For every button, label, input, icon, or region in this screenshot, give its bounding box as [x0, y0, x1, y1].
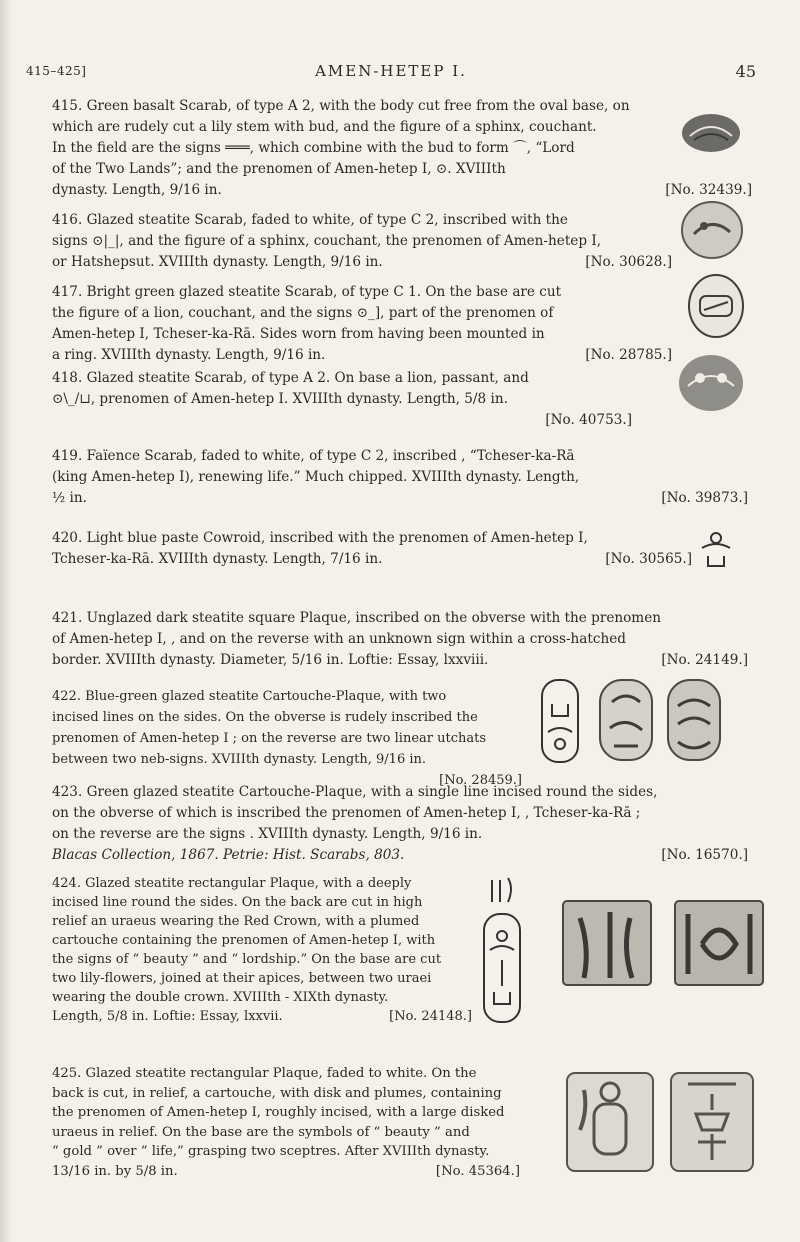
- plaque-photo-425-base: [668, 1070, 756, 1174]
- entry-line: 425. Glazed steatite rectangular Plaque, faded to white. On the: [52, 1066, 477, 1081]
- scarab-drawing-418: [676, 352, 746, 414]
- page-binding-edge: [0, 0, 12, 1242]
- entry-line: uraeus in relief. On the base are the symbols of “ beauty ” and: [52, 1124, 470, 1140]
- entry-line: of the Two Lands”; and the prenomen of Amen-hetep I, ⊙. XVIIIth: [52, 161, 506, 177]
- scarab-drawing-415: [680, 112, 742, 154]
- entry-line: prenomen of Amen-hetep I ; on the reverse are two linear utchats: [52, 731, 487, 746]
- entry-line: back is cut, in relief, a cartouche, with disk and plumes, containing: [52, 1085, 502, 1101]
- header-entry-range: 415–425]: [26, 64, 87, 78]
- scarab-drawing-417: [686, 272, 746, 340]
- entry-line: between two neb-signs. XVIIIth dynasty. Length, 9/16 in.: [52, 752, 427, 767]
- entry-line: 417. Bright green glazed steatite Scarab, of type C 1. On the base are cut: [52, 284, 562, 300]
- entry-line: dynasty. Length, 9/16 in. [No. 32439.]: [52, 180, 752, 201]
- entry-line: wearing the double crown. XVIIIth - XIXth dynasty.: [52, 990, 389, 1005]
- entry-line: on the obverse of which is inscribed the prenomen of Amen-hetep I, , Tcheser-ka-Rā ;: [52, 805, 641, 821]
- catalogue-number: [No. 45364.]: [435, 1163, 520, 1179]
- entry-416: [52, 210, 672, 273]
- cartouche-drawing-422: [538, 676, 582, 766]
- entry-line: or Hatshepsut. XVIIIth dynasty. Length, 9/16 in. [No. 30628.]: [52, 252, 672, 273]
- cartouche-glyph-420: [696, 530, 736, 572]
- entry-line: the figure of a lion, couchant, and the signs ⊙_], part of the prenomen of: [52, 305, 554, 321]
- plaque-photo-422-reverse: [664, 676, 724, 764]
- entry-419: [52, 446, 748, 509]
- entry-line: Blacas Collection, 1867. Petrie: Hist. Scarabs, 803. [No. 16570.]: [52, 845, 748, 866]
- entry-line: the signs of “ beauty ” and “ lordship.” On the base are cut: [52, 952, 442, 967]
- entry-415: [52, 96, 752, 201]
- plaque-photo-422-obverse: [596, 676, 656, 764]
- header-title: AMEN-HETEP I.: [315, 62, 467, 80]
- catalogue-number: [No. 28785.]: [585, 347, 672, 363]
- entry-424: [52, 874, 472, 1026]
- page-number: 45: [735, 62, 756, 81]
- entry-line: of Amen-hetep I, , and on the reverse with an unknown sign within a cross-hatched: [52, 631, 626, 647]
- entry-420: [52, 528, 692, 570]
- entry-line: In the field are the signs ═══, which combine with the bud to form ⌒, “Lord: [52, 140, 575, 156]
- entry-line: 421. Unglazed dark steatite square Plaque, inscribed on the obverse with the prenomen: [52, 610, 661, 626]
- catalogue-number: [No. 32439.]: [665, 182, 752, 198]
- entry-line: Amen-hetep I, Tcheser-ka-Rā. Sides worn from having been mounted in: [52, 326, 545, 342]
- entry-425: [52, 1064, 520, 1181]
- entry-line: on the reverse are the signs . XVIIIth dynasty. Length, 9/16 in.: [52, 826, 483, 842]
- entry-line: cartouche containing the prenomen of Amen-hetep I, with: [52, 933, 436, 948]
- entry-421: [52, 608, 748, 671]
- entry-423: [52, 782, 748, 866]
- cartouche-drawing-424: [480, 874, 524, 1028]
- entry-line: a ring. XVIIIth dynasty. Length, 9/16 in. [No. 28785.]: [52, 345, 672, 366]
- catalogue-number: [No. 24148.]: [389, 1009, 472, 1024]
- catalogue-number: [No. 16570.]: [661, 847, 748, 863]
- entry-417: [52, 282, 672, 366]
- entry-line: two lily-flowers, joined at their apices, between two uraei: [52, 971, 432, 986]
- catalogue-number: [No. 30565.]: [605, 551, 692, 567]
- entry-line: border. XVIIIth dynasty. Diameter, 5/16 in. Loftie: Essay, lxxviii. [No. 24149.]: [52, 650, 748, 671]
- catalogue-number: [No. 28459.]: [439, 773, 522, 788]
- plaque-photo-424-back: [560, 898, 654, 988]
- entry-line: Tcheser-ka-Rā. XVIIIth dynasty. Length, 7/16 in. [No. 30565.]: [52, 549, 692, 570]
- entry-line: 13/16 in. by 5/8 in. [No. 45364.]: [52, 1162, 520, 1182]
- entry-line: which are rudely cut a lily stem with bud, and the figure of a sphinx, couchant.: [52, 119, 597, 135]
- entry-line: “ gold ” over “ life,” grasping two sceptres. After XVIIIth dynasty.: [52, 1144, 490, 1159]
- entry-line: Length, 5/8 in. Loftie: Essay, lxxvii. [No. 24148.]: [52, 1009, 472, 1024]
- entry-line: 416. Glazed steatite Scarab, faded to white, of type C 2, inscribed with the: [52, 212, 568, 228]
- entry-line: 418. Glazed steatite Scarab, of type A 2. On base a lion, passant, and: [52, 370, 529, 386]
- entry-422: [52, 686, 522, 791]
- catalogue-number: [No. 24149.]: [661, 652, 748, 668]
- entry-line: 415. Green basalt Scarab, of type A 2, with the body cut free from the oval base, on: [52, 98, 630, 114]
- scarab-drawing-416: [680, 198, 744, 262]
- entry-line: ½ in. [No. 39873.]: [52, 488, 748, 509]
- entry-line: ⊙\_/⊔, prenomen of Amen-hetep I. XVIIIth dynasty. Length, 5/8 in.: [52, 391, 508, 407]
- entry-line: (king Amen-hetep I), renewing life.” Much chipped. XVIIIth dynasty. Length,: [52, 469, 580, 485]
- entry-line: 420. Light blue paste Cowroid, inscribed with the prenomen of Amen-hetep I,: [52, 530, 588, 546]
- entry-line: incised lines on the sides. On the obverse is rudely inscribed the: [52, 710, 478, 725]
- entry-line: 423. Green glazed steatite Cartouche-Plaque, with a single line incised round the sides,: [52, 784, 658, 800]
- catalogue-number: [No. 30628.]: [585, 254, 672, 270]
- plaque-photo-424-base: [672, 898, 766, 988]
- entry-418: [52, 368, 672, 431]
- entry-line: 422. Blue-green glazed steatite Cartouche-Plaque, with two: [52, 689, 447, 704]
- entry-line: [52, 410, 672, 431]
- entry-line: 419. Faïence Scarab, faded to white, of type C 2, inscribed , “Tcheser-ka-Rā: [52, 448, 575, 464]
- plaque-photo-425-back: [564, 1070, 656, 1174]
- entry-line: the prenomen of Amen-hetep I, roughly incised, with a large disked: [52, 1105, 505, 1120]
- entry-line: incised line round the sides. On the back are cut in high: [52, 895, 423, 910]
- catalogue-number: [No. 39873.]: [661, 490, 748, 506]
- catalogue-number: [No. 40753.]: [545, 412, 632, 428]
- running-header: [26, 62, 756, 88]
- entry-line: 424. Glazed steatite rectangular Plaque, with a deeply: [52, 876, 412, 891]
- entry-line: relief an uraeus wearing the Red Crown, with a plumed: [52, 914, 420, 929]
- entry-line: signs ⊙|_|, and the figure of a sphinx, couchant, the prenomen of Amen-hetep I,: [52, 233, 602, 249]
